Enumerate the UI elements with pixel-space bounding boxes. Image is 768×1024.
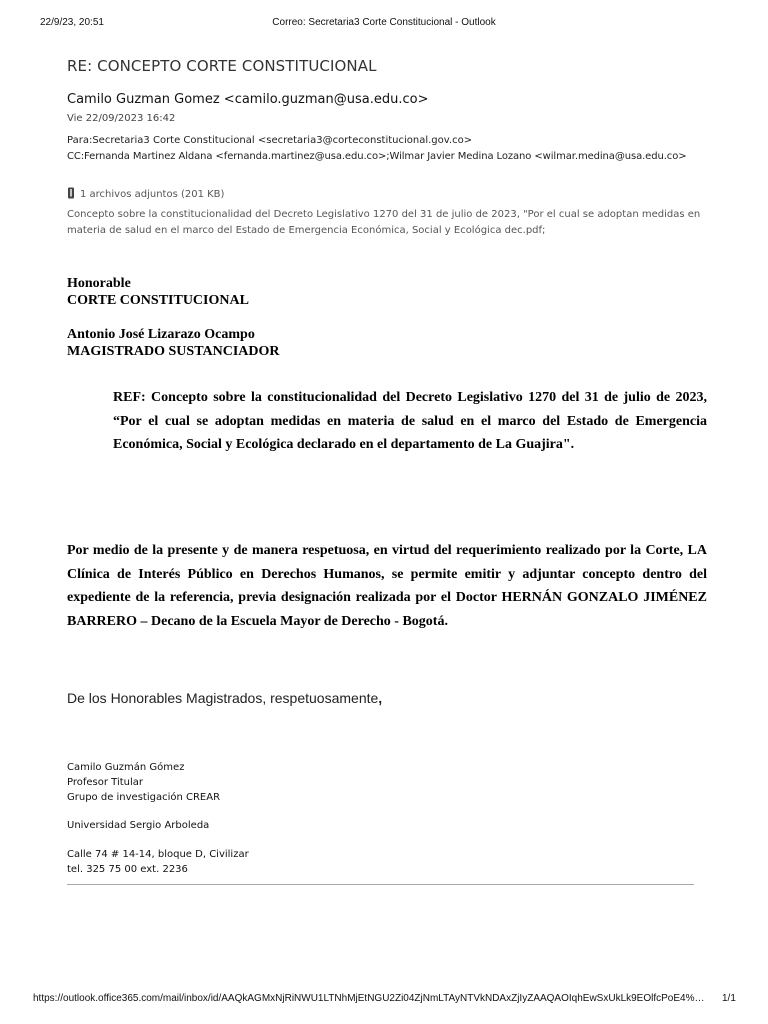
signature-phone: tel. 325 75 00 ext. 2236 [67,864,188,875]
magistrate-title: MAGISTRADO SUSTANCIADOR [67,344,280,359]
closing-text: De los Honorables Magistrados, respetuosamente [67,690,379,706]
signature-role: Profesor Titular [67,777,144,788]
closing-comma: , [378,690,383,706]
signature-address: Calle 74 # 14-14, bloque D, Civilizar [67,849,249,860]
attachments-count: 1 archivos adjuntos (201 KB) [80,189,225,200]
print-page-number: 1/1 [722,993,736,1004]
greeting-line-1: Honorable [67,276,131,291]
print-header [0,17,768,33]
magistrate-name: Antonio José Lizarazo Ocampo [67,327,255,342]
email-to-recipients[interactable]: Para:Secretaria3 Corte Constitucional <secretaria3@corteconstitucional.gov.co> [67,135,473,146]
letter-closing [67,690,382,706]
print-page-title: Correo: Secretaria3 Corte Constitucional - Outlook [272,17,496,28]
signature-university: Universidad Sergio Arboleda [67,820,210,831]
signature-divider [67,884,694,885]
print-url: https://outlook.office365.com/mail/inbox/id/AAQkAGMxNjRiNWU1LTNhMjEtNGU2Zi04ZjNmLTAyNTVkNDAxZjIyZAAQAOIqhEwSxUkLk9EOlfcPoE4%… [33,993,705,1004]
print-datetime: 22/9/23, 20:51 [40,17,104,28]
greeting-line-2: CORTE CONSTITUCIONAL [67,293,249,308]
letter-body: Por medio de la presente y de manera respetuosa, en virtud del requerimiento realizado por la Corte, LA Clínica de Interés Público en Derechos Humanos, se permite emitir y adjuntar concepto dentro del expediente de la referencia, previa designación realizada por el Doctor HERNÁN GONZALO JIMÉNEZ BARRERO – Decano de la Escuela Mayor de Derecho - Bogotá. [67,543,707,629]
signature-name: Camilo Guzmán Gómez [67,762,185,773]
email-header [67,57,707,236]
letter-magistrate [67,326,707,360]
email-date: Vie 22/09/2023 16:42 [67,113,176,124]
signature-contact [67,847,249,877]
email-subject: RE: CONCEPTO CORTE CONSTITUCIONAL [67,57,377,75]
email-cc-recipients[interactable]: CC:Fernanda Martinez Aldana <fernanda.martinez@usa.edu.co>;Wilmar Javier Medina Lozano <wilmar.medina@usa.edu.co> [67,151,687,162]
signature-group: Grupo de investigación CREAR [67,792,221,803]
signature-block [67,760,220,805]
paperclip-icon [67,187,75,199]
letter-reference: REF: Concepto sobre la constitucionalidad del Decreto Legislativo 1270 del 31 de julio de 2023, “Por el cual se adoptan medidas en materia de salud en el marco del Estado de Emergencia Económica, Social y Ecológica declarado en el departamento de La Guajira". [113,390,707,452]
email-sender[interactable]: Camilo Guzman Gomez <camilo.guzman@usa.edu.co> [67,92,429,107]
letter-greeting [67,275,707,309]
attachments-summary[interactable] [67,187,224,200]
attachment-file-name[interactable]: Concepto sobre la constitucionalidad del Decreto Legislativo 1270 del 31 de julio de 2023, "Por el cual se adoptan medidas en materia de salud en el marco del Estado de Emergencia Económica, Social y Ecológica dec.pdf; [67,209,701,236]
